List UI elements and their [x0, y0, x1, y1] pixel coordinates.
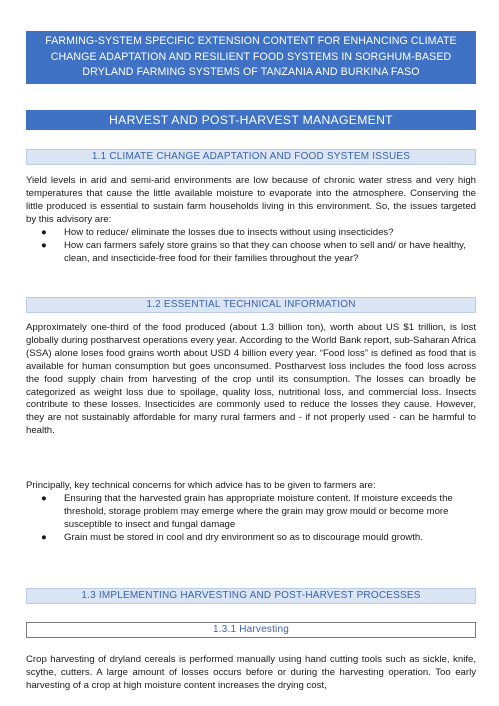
paragraph-1-3-1: Crop harvesting of dryland cereals is performed manually using hand cutting tools such as sickle, knife, scythe, cutters. A large amount of losses occurs before or during the harvesting operation. Too early harvesting of a crop at high moisture content increases the drying cost, [26, 654, 476, 691]
heading-1-2: 1.2 ESSENTIAL TECHNICAL INFORMATION [26, 297, 476, 313]
list-item-text: Ensuring that the harvested grain has appropriate moisture content. If moisture exceeds the threshold, storage problem may emerge where the grain may grow mould or become more susceptible to insect and fungal damage [64, 493, 453, 530]
title-line: DRYLAND FARMING SYSTEMS OF TANZANIA AND BURKINA FASO [82, 66, 420, 78]
title-line: FARMING-SYSTEM SPECIFIC EXTENSION CONTENT FOR ENHANCING CLIMATE [45, 35, 457, 47]
paragraph-1-2-concerns: Principally, key technical concerns for which advice has to be given to farmers are: [26, 480, 376, 491]
bullet-icon: ● [41, 493, 47, 504]
heading-1-3-1: 1.3.1 Harvesting [26, 622, 476, 638]
heading-1-1: 1.1 CLIMATE CHANGE ADAPTATION AND FOOD SYSTEM ISSUES [26, 149, 476, 165]
list-item-text: Grain must be stored in cool and dry environment so as to discourage mould growth. [64, 531, 423, 543]
bullet-icon: ● [41, 531, 47, 543]
bullet-list-1-1 [26, 227, 476, 266]
list-item [26, 532, 476, 545]
bullet-icon: ● [41, 239, 47, 251]
list-item-text: How to reduce/ eliminate the losses due to insects without using insecticides? [64, 227, 394, 238]
bullet-list-1-2 [26, 493, 476, 545]
bullet-icon: ● [41, 227, 47, 238]
list-item-text: How can farmers safely store grains so that they can choose when to sell and/ or have healthy, clean, and insecticide-free food for their families throughout the year? [64, 239, 466, 264]
list-item [26, 227, 476, 240]
list-item [26, 493, 476, 532]
list-item [26, 240, 476, 266]
section-title-banner: HARVEST AND POST-HARVEST MANAGEMENT [26, 110, 476, 130]
title-line: CHANGE ADAPTATION AND RESILIENT FOOD SYSTEMS IN SORGHUM-BASED [50, 50, 452, 63]
paragraph-1-1: Yield levels in arid and semi-arid environments are low because of chronic water stress and very high temperatures that cause the little available moisture to evaporate into the atmosphere. Conserving the little produced is essential to sustain farm households living in this environment. So, the issues targeted by this advisory are: [26, 175, 476, 225]
document-title-banner [26, 31, 476, 84]
heading-1-3: 1.3 IMPLEMENTING HARVESTING AND POST-HARVEST PROCESSES [26, 588, 476, 604]
paragraph-1-2: Approximately one-third of the food produced (about 1.3 billion ton), worth about US $1 trillion, is lost globally during postharvest operations every year. According to the World Bank report, sub-Saharan Africa (SSA) alone loses food grains worth about USD 4 billion every year. “Food loss” is defined as food that is available for human consumption but goes unconsumed. Postharvest loss includes the food loss across the food supply chain from harvesting of the crop until its consumption. The losses can broadly be categorized as weight loss due to spoilage, quality loss, nutritional loss, and commercial loss. Insects contribute to these losses. Insecticides are commonly used to reduce the losses they cause. However, they are not sustainably affordable for many rural farmers and - if not properly used - can be harmful to health. [26, 322, 476, 437]
